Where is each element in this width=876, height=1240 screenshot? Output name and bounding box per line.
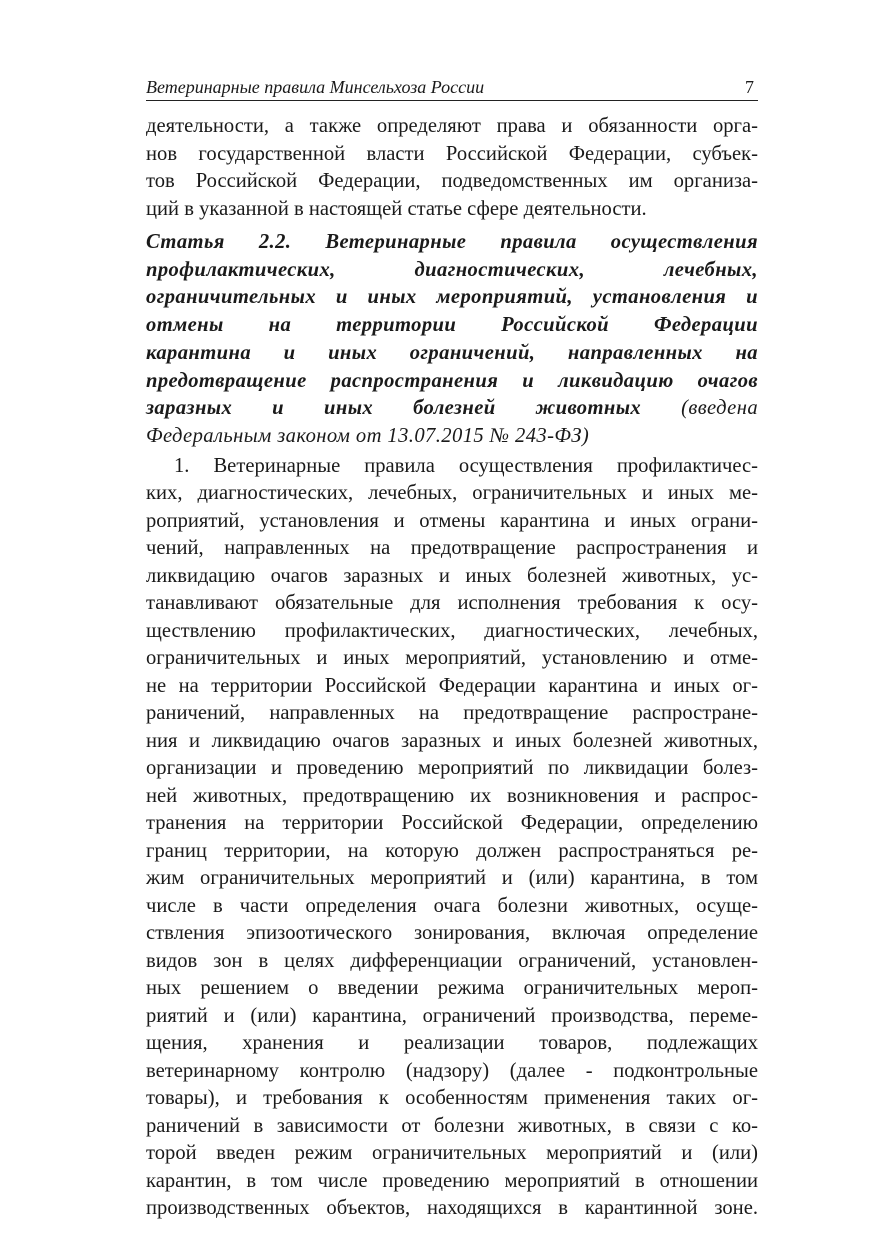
- heading-line-with-note: [146, 395, 758, 423]
- text-line: товары), и требования к особенностям применения таких ог-: [146, 1087, 758, 1110]
- text-line: танавливают обязательные для исполнения требования к осу-: [146, 592, 758, 615]
- text-line: ществлению профилактических, диагностических, лечебных,: [146, 619, 758, 642]
- intro-paragraph: [146, 113, 758, 223]
- text-line: деятельности, а также определяют права и обязанности орга-: [146, 115, 758, 137]
- heading-line: предотвращение распространения и ликвидацию очагов: [146, 369, 758, 392]
- text-line: жим ограничительных мероприятий и (или) карантина, в том: [146, 867, 758, 890]
- document-page: [146, 0, 758, 1240]
- text-line: щения, хранения и реализации товаров, подлежащих: [146, 1032, 758, 1055]
- article-heading: [146, 229, 758, 451]
- page-number: 7: [745, 77, 754, 97]
- text-line: числе в части определения очага болезни животных, осуще-: [146, 894, 758, 917]
- text-line: не на территории Российской Федерации карантина и иных ог-: [146, 674, 758, 697]
- heading-line: карантина и иных ограничений, направленных на: [146, 341, 758, 364]
- running-header: [146, 74, 758, 101]
- heading-line: Статья 2.2. Ветеринарные правила осуществления: [146, 231, 758, 253]
- text-line: ней животных, предотвращению их возникновения и распрос-: [146, 784, 758, 807]
- text-line: ограничительных и иных мероприятий, установлению и отме-: [146, 647, 758, 670]
- text-line: организации и проведению мероприятий по ликвидации болез-: [146, 757, 758, 780]
- text-line: нов государственной власти Российской Федерации, субъек-: [146, 142, 758, 165]
- heading-line: ограничительных и иных мероприятий, установления и: [146, 286, 758, 309]
- amendment-note: Федеральным законом от 13.07.2015 № 243-ФЗ): [146, 424, 590, 447]
- text-line: роприятий, установления и отмены карантина и иных ограни-: [146, 509, 758, 532]
- heading-line: отмены на территории Российской Федерации: [146, 314, 758, 337]
- text-line: раничений, направленных на предотвращение распростране-: [146, 702, 758, 725]
- text-line: чений, направленных на предотвращение распространения и: [146, 537, 758, 560]
- text-line: ния и ликвидацию очагов заразных и иных болезней животных,: [146, 729, 758, 752]
- text-line: ций в указанной в настоящей статье сфере деятельности.: [146, 197, 647, 220]
- heading-line: профилактических, диагностических, лечебных,: [146, 258, 758, 281]
- text-line: ликвидацию очагов заразных и иных болезней животных, ус-: [146, 564, 758, 587]
- text-line: транения на территории Российской Федерации, определению: [146, 812, 758, 835]
- document-body: [146, 113, 758, 1223]
- amendment-note-start: (введена: [641, 397, 759, 420]
- text-line: ных решением о введении режима ограничительных мероп-: [146, 977, 758, 1000]
- running-title: Ветеринарные правила Минсельхоза России: [146, 77, 485, 97]
- text-line: торой введен режим ограничительных мероприятий и (или): [146, 1142, 758, 1165]
- article-paragraph-1: [146, 453, 758, 1223]
- text-line: раничений в зависимости от болезни животных, в связи с ко-: [146, 1114, 758, 1137]
- text-line: ветеринарному контролю (надзору) (далее - подконтрольные: [146, 1059, 758, 1082]
- text-line: тов Российской Федерации, подведомственных им организа-: [146, 170, 758, 192]
- text-line: карантин, в том числе проведению мероприятий в отношении: [146, 1169, 758, 1192]
- text-line: ких, диагностических, лечебных, ограничительных и иных ме-: [146, 482, 758, 505]
- text-line: границ территории, на которую должен распространяться ре-: [146, 839, 758, 862]
- text-line: 1. Ветеринарные правила осуществления профилактичес-: [174, 454, 758, 477]
- text-line: ствления эпизоотического зонирования, включая определение: [146, 922, 758, 945]
- text-line: производственных объектов, находящихся в карантинной зоне.: [146, 1197, 758, 1220]
- text-line: видов зон в целях дифференциации ограничений, установлен-: [146, 949, 758, 972]
- heading-bold-end: заразных и иных болезней животных: [146, 397, 642, 420]
- text-line: риятий и (или) карантина, ограничений производства, переме-: [146, 1004, 758, 1027]
